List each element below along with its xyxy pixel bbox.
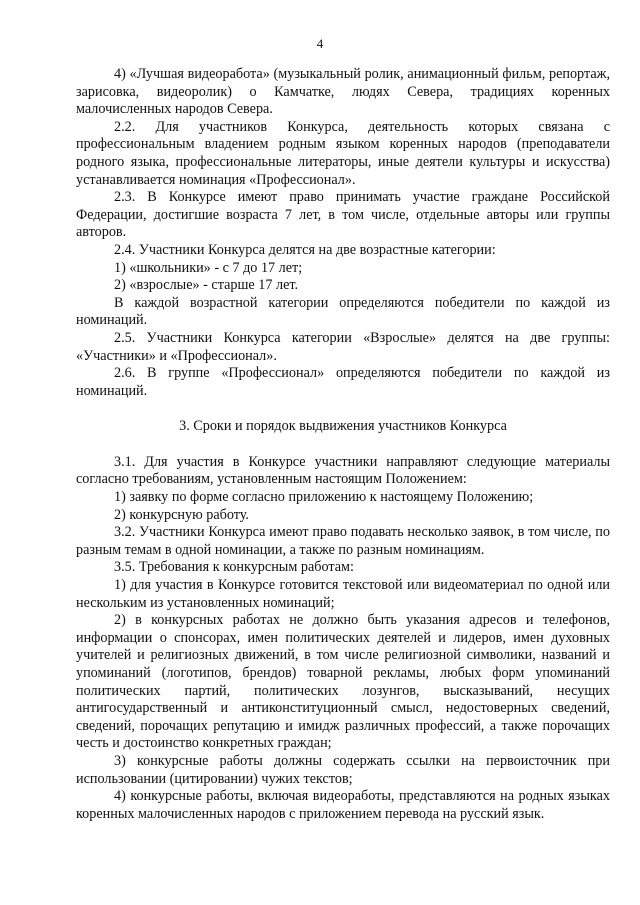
- paragraph-2-2: 2.2. Для участников Конкурса, деятельность которых связана с профессиональным владением родным языком коренных народов (преподаватели родного языка, профессиональные литераторы, иные деятели культуры и искусства) устанавливается номинация «Профессионал».: [76, 118, 610, 188]
- page-number: 4: [316, 36, 324, 51]
- list-item-requirement-1: 1) для участия в Конкурсе готовится текстовой или видеоматериал по одной или нескольким из установленных номинаций;: [76, 577, 610, 611]
- section-heading: 3. Сроки и порядок выдвижения участников Конкурса: [179, 418, 507, 435]
- list-item-schoolchildren: 1) «школьники» - с 7 до 17 лет;: [114, 259, 303, 276]
- paragraph-category-winners: В каждой возрастной категории определяются победители по каждой из номинаций.: [76, 294, 610, 329]
- list-item-requirement-4: 4) конкурсные работы, включая видеоработы, представляются на родных языках коренных малочисленных народов с приложением перевода на русский язык.: [76, 788, 610, 822]
- list-item-requirement-2: 2) в конкурсных работах не должно быть указания адресов и телефонов, информации о спонсорах, имен политических деятелей и лидеров, имен духовных учителей и религиозных движений, в том числе религиозной символики, названий и упоминаний (логотипов, брендов) товарной рекламы, любых форм упоминаний политических партий, политических лозунгов, высказываний, несущих антигосударственный и антиконституционный смысл, недостоверных сведений, сведений, порочащих репутацию и имидж различных профессий, а также порочащих честь и достоинство конкретных граждан;: [76, 612, 610, 752]
- list-item-contest-work: 2) конкурсную работу.: [114, 506, 249, 523]
- list-item-requirement-3: 3) конкурсные работы должны содержать ссылки на первоисточник при использовании (цитировании) чужих текстов;: [76, 752, 610, 787]
- paragraph-2-5: 2.5. Участники Конкурса категории «Взрослые» делятся на две группы: «Участники» и «Профессионал».: [76, 329, 610, 364]
- list-item-adults: 2) «взрослые» - старше 17 лет.: [114, 277, 299, 294]
- paragraph-2-4: 2.4. Участники Конкурса делятся на две возрастные категории:: [114, 241, 496, 258]
- document-body: [76, 66, 610, 823]
- paragraph-2-3: 2.3. В Конкурсе имеют право принимать участие граждане Российской Федерации, достигшие возраста 7 лет, в том числе, отдельные авторы или группы авторов.: [76, 189, 610, 241]
- list-item-application: 1) заявку по форме согласно приложению к настоящему Положению;: [114, 489, 534, 506]
- paragraph-nomination-4: 4) «Лучшая видеоработа» (музыкальный ролик, анимационный фильм, репортаж, зарисовка, видеоролик) о Камчатке, людях Севера, традициях коренных малочисленных народов Севера.: [76, 66, 610, 118]
- paragraph-3-1: 3.1. Для участия в Конкурсе участники направляют следующие материалы согласно требованиям, установленным настоящим Положением:: [76, 453, 610, 488]
- paragraph-3-5: 3.5. Требования к конкурсным работам:: [114, 559, 354, 576]
- paragraph-2-6: 2.6. В группе «Профессионал» определяются победители по каждой из номинаций.: [76, 365, 610, 399]
- paragraph-3-2: 3.2. Участники Конкурса имеют право подавать несколько заявок, в том числе, по разным темам в одной номинации, а также по разным номинациям.: [76, 524, 610, 558]
